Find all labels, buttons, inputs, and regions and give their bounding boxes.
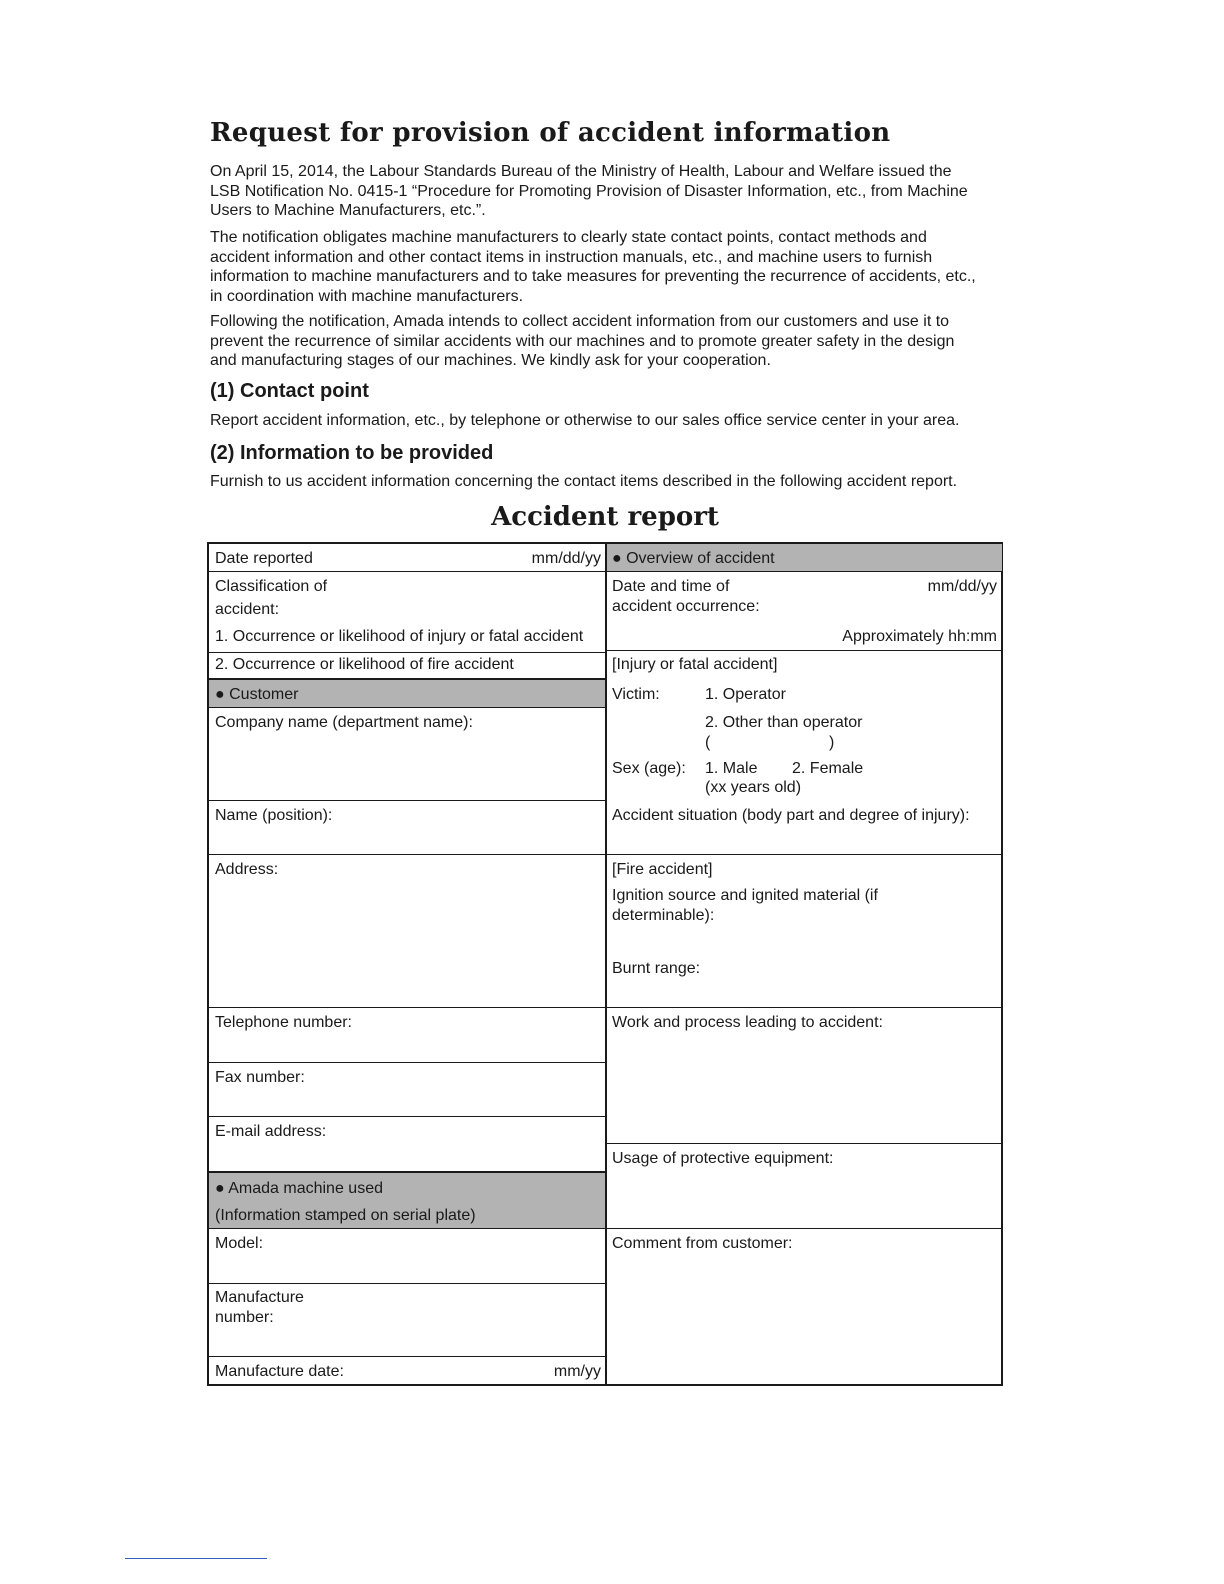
intro-line: Following the notification, Amada intends to collect accident information from our customers and use it to [210, 313, 950, 330]
model-label: Model: [215, 1235, 264, 1252]
datetime-label: accident occurrence: [612, 598, 760, 615]
accident-report-form [207, 542, 1003, 1386]
name-position-label: Name (position): [215, 807, 333, 824]
intro-line: in coordination with machine manufacturers. [210, 287, 524, 305]
work-process-label: Work and process leading to accident: [612, 1014, 883, 1031]
section-heading-contact-point: (1) Contact point [210, 380, 369, 402]
section-heading-information: (2) Information to be provided [210, 442, 494, 464]
ignition-label: Ignition source and ignited material (if [612, 887, 878, 904]
contact-point-text: Report accident information, etc., by telephone or otherwise to our sales office service center in your area. [210, 412, 960, 429]
classification-label: Classification of [215, 578, 328, 595]
intro-line: Users to Machine Manufacturers, etc.”. [210, 202, 486, 219]
sex-option-female: 2. Female [792, 760, 864, 777]
intro-line: accident information and other contact items in instruction manuals, etc., and machine users to furnish [210, 248, 933, 266]
row-divider [209, 571, 605, 572]
intro-line: prevent the recurrence of similar accidents with our machines and to promote greater safety in the design [210, 332, 955, 350]
fax-label: Fax number: [215, 1069, 305, 1086]
datetime-label: Date and time of [612, 578, 730, 595]
manufacture-number-label: Manufacture [215, 1289, 304, 1306]
comment-label: Comment from customer: [612, 1235, 793, 1252]
company-name-label: Company name (department name): [215, 714, 473, 731]
footer-rule [125, 1558, 267, 1559]
intro-line: information to machine manufacturers and to take measures for preventing the recurrence of accidents, etc., [210, 268, 976, 285]
row-divider [209, 1171, 605, 1173]
intro-paragraph-2 [210, 228, 1010, 306]
intro-line: On April 15, 2014, the Labour Standards Bureau of the Ministry of Health, Labour and Welfare issued the [210, 163, 952, 180]
ignition-label: determinable): [612, 907, 715, 924]
date-reported-format: mm/dd/yy [531, 550, 601, 567]
row-divider [606, 571, 1002, 572]
classification-option-injury: 1. Occurrence or likelihood of injury or fatal accident [215, 628, 584, 645]
row-divider [209, 1116, 605, 1117]
information-text: Furnish to us accident information concerning the contact items described in the following accident report. [210, 473, 958, 490]
date-reported-label: Date reported [215, 550, 313, 567]
row-divider [606, 1228, 1002, 1229]
victim-option-operator: 1. Operator [705, 686, 786, 703]
row-divider [606, 854, 1002, 855]
protective-equipment-label: Usage of protective equipment: [612, 1150, 834, 1167]
victim-paren-open: ( [705, 734, 711, 751]
intro-line: and manufacturing stages of our machines. We kindly ask for your cooperation. [210, 352, 771, 369]
telephone-label: Telephone number: [215, 1014, 352, 1031]
row-divider [606, 1143, 1002, 1144]
row-divider [209, 1007, 605, 1008]
row-divider [606, 1007, 1002, 1008]
manufacture-date-format: mm/yy [553, 1363, 601, 1380]
address-label: Address: [215, 861, 279, 878]
row-divider [209, 800, 605, 801]
sex-age-label: Sex (age): [612, 760, 686, 777]
overview-section-header: ● Overview of accident [612, 550, 775, 567]
row-divider [209, 1356, 605, 1357]
sex-option-male: 1. Male [705, 760, 758, 777]
machine-section-subheader: (Information stamped on serial plate) [215, 1207, 476, 1224]
manufacture-date-label: Manufacture date: [215, 1363, 344, 1380]
row-divider [209, 652, 605, 653]
intro-paragraph-1 [210, 162, 1010, 221]
injury-section-header: [Injury or fatal accident] [612, 656, 778, 673]
intro-paragraph-3 [210, 312, 1010, 371]
page-title: Request for provision of accident information [210, 118, 891, 148]
age-value: (xx years old) [705, 779, 802, 796]
row-divider [606, 650, 1002, 651]
column-divider [605, 544, 607, 1384]
intro-line: The notification obligates machine manufacturers to clearly state contact points, contact methods and [210, 229, 927, 246]
row-divider [209, 854, 605, 855]
classification-option-fire: 2. Occurrence or likelihood of fire accident [215, 656, 514, 673]
email-label: E-mail address: [215, 1123, 327, 1140]
customer-section-header: ● Customer [215, 686, 299, 703]
row-divider [209, 1062, 605, 1063]
row-divider [209, 707, 605, 708]
row-divider [209, 678, 605, 680]
row-divider [209, 1228, 605, 1229]
burnt-range-label: Burnt range: [612, 960, 701, 977]
accident-situation-label: Accident situation (body part and degree of injury): [612, 807, 970, 824]
report-title: Accident report [491, 502, 719, 532]
classification-label: accident: [215, 601, 280, 618]
victim-option-other: 2. Other than operator [705, 714, 863, 731]
manufacture-number-label: number: [215, 1309, 274, 1326]
datetime-format: mm/dd/yy [927, 578, 997, 595]
approx-time: Approximately hh:mm [842, 628, 997, 645]
machine-section-header: ● Amada machine used [215, 1180, 383, 1197]
row-divider [209, 1283, 605, 1284]
fire-section-header: [Fire accident] [612, 861, 713, 878]
intro-line: LSB Notification No. 0415-1 “Procedure for Promoting Provision of Disaster Information, etc., from Machine [210, 182, 968, 200]
victim-paren-close: ) [829, 734, 835, 751]
victim-label: Victim: [612, 686, 660, 703]
